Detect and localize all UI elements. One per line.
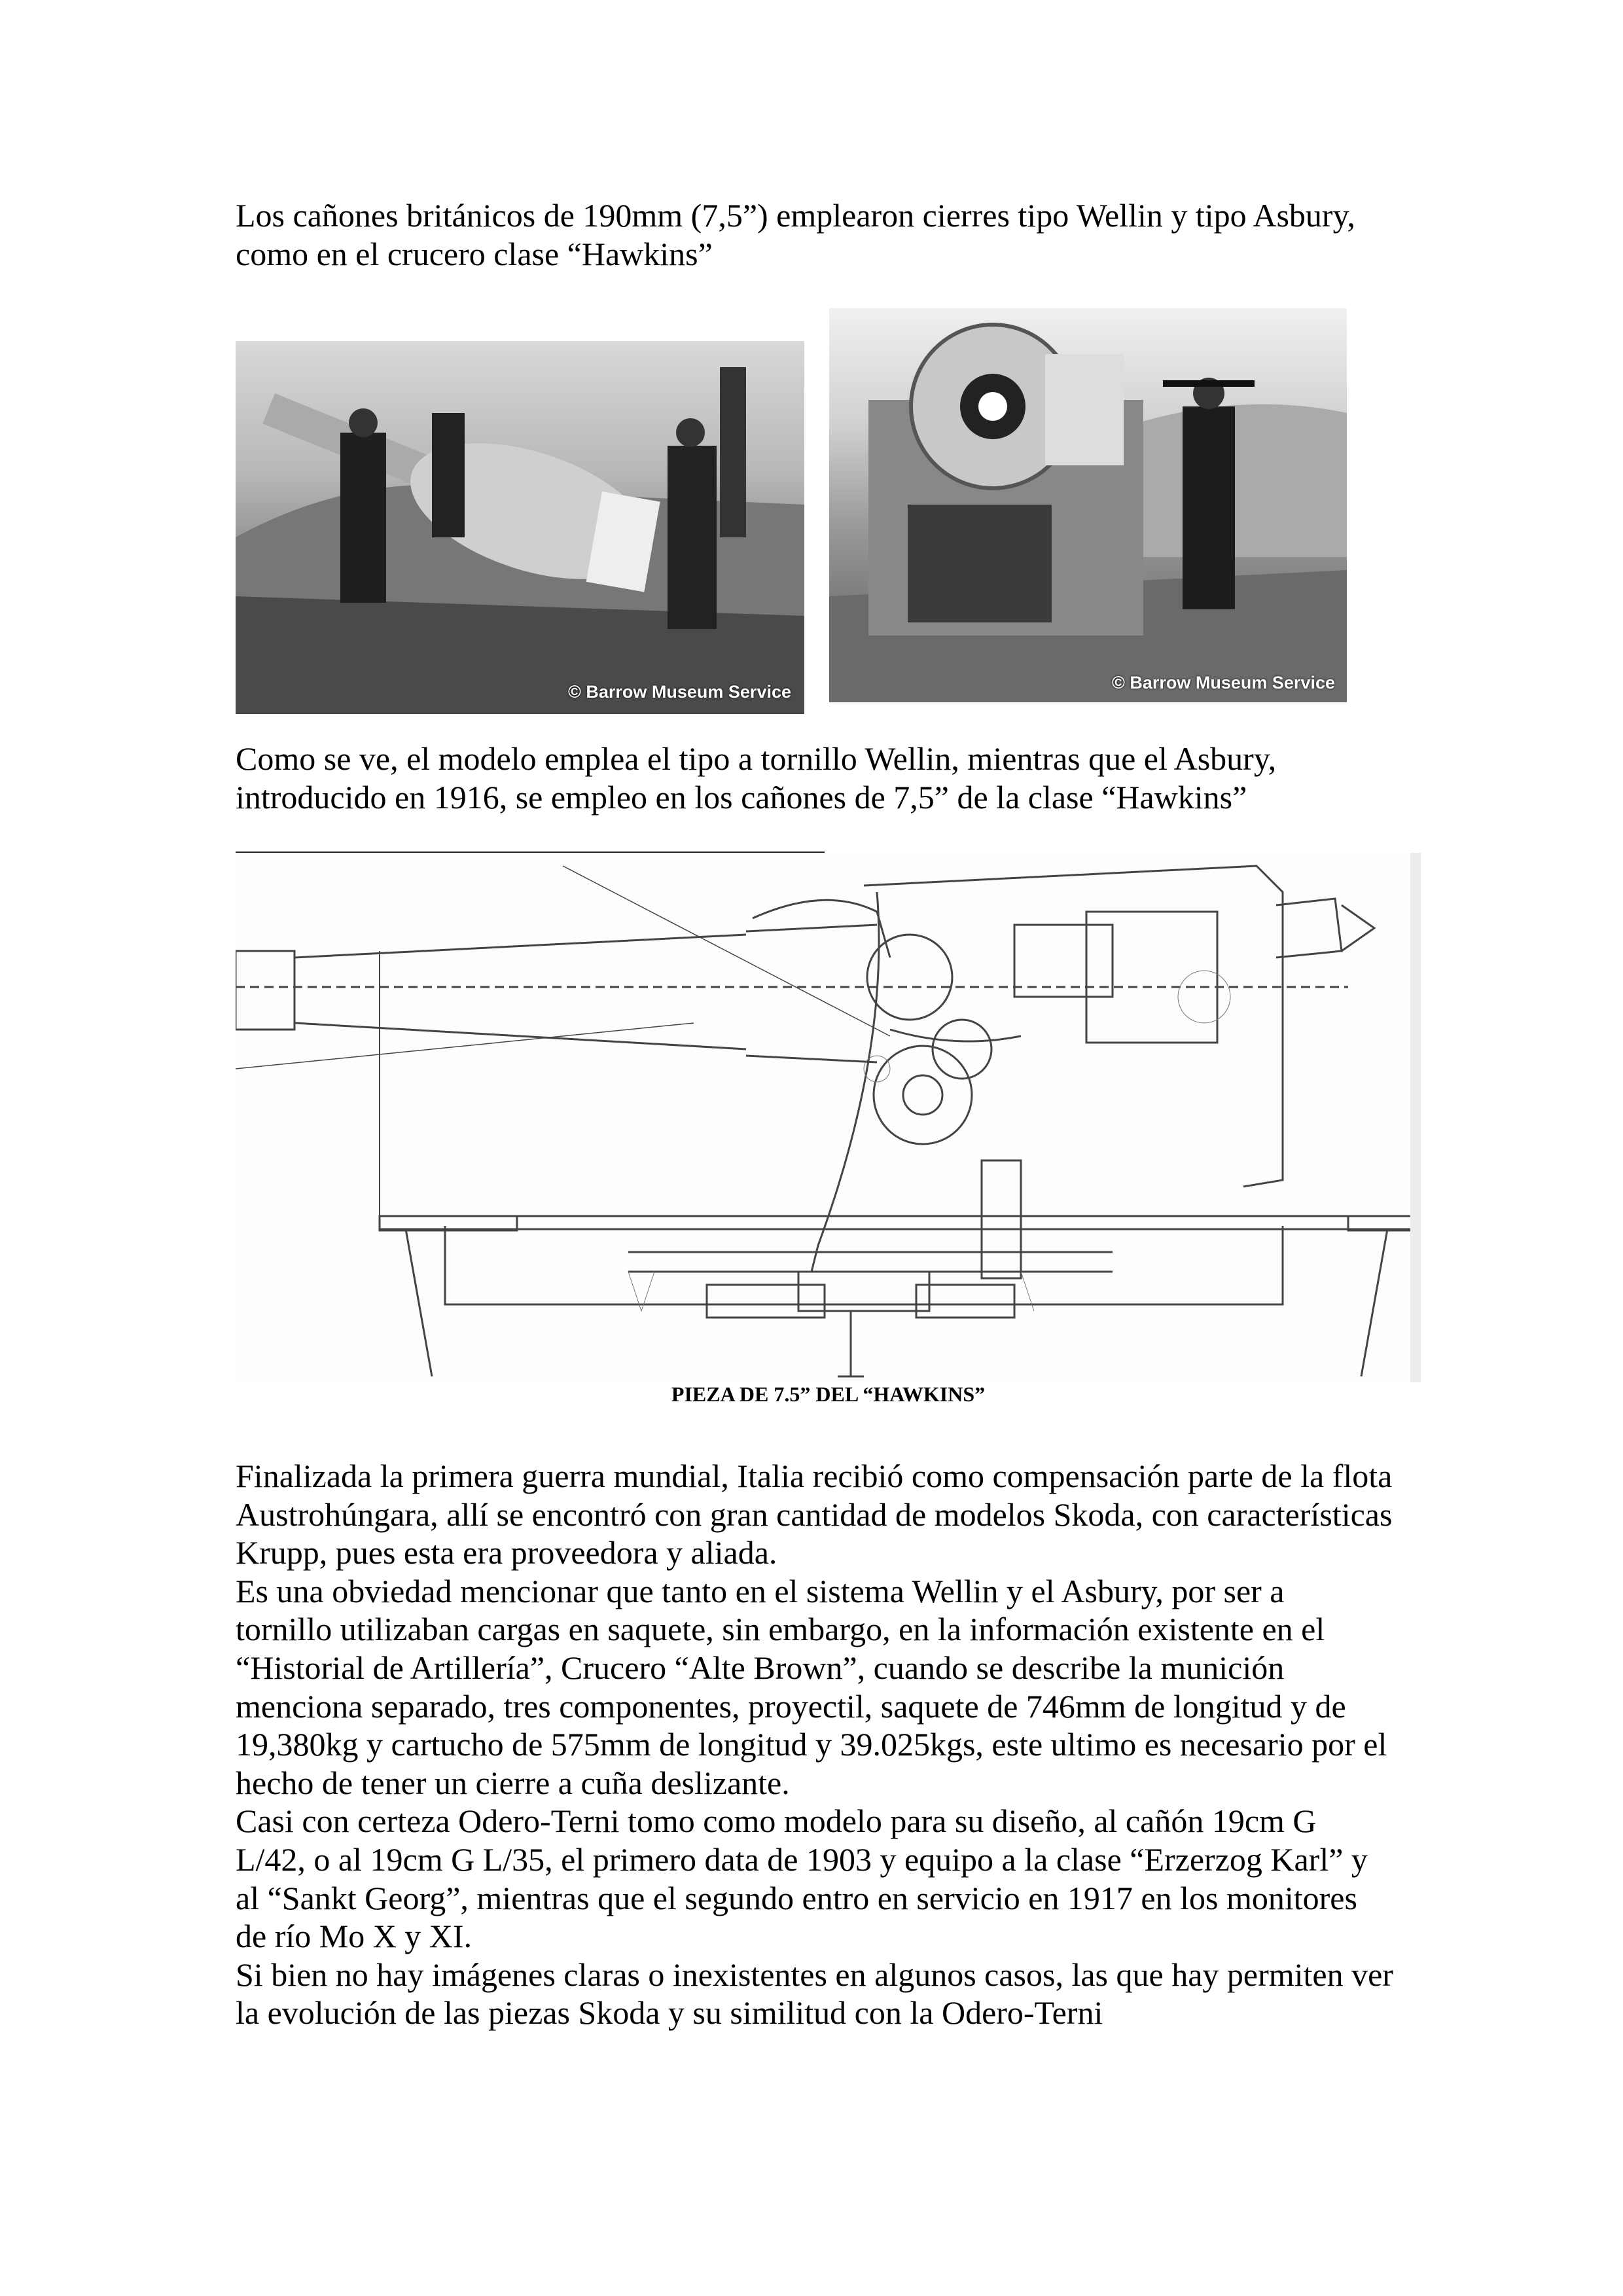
third-paragraph: Finalizada la primera guerra mundial, Italia recibió como compensación parte de la flota Austrohúngara, allí se encontró con gran cantidad de modelos Skoda, con características Krupp, pues esta era proveedora y aliada. Es una obviedad mencionar que tanto en el sistema Wellin y el Asbury, por ser a tornillo utilizaban cargas en saquete, sin embargo, en la información existente en el “Historial de Artillería”, Crucero “Alte Brown”, cuando se describe la munición menciona separado, tres componentes, proyectil, saquete de 746mm de longitud y de 19,380kg y cartucho de 575mm de longitud y 39.025kgs, este ultimo es necesario por el hecho de tener un cierre a cuña deslizante. Casi con certeza Odero-Terni tomo como modelo para su diseño, al cañón 19cm G L/42, o al 19cm G L/35, el primero data de 1903 y equipo a la clase “Erzerzog Karl” y al “Sankt Georg”, mientras que el segundo entro en servicio en 1917 en los monitores de río Mo X y XI. Si bien no hay imágenes claras o inexistentes en algunos casos, las que hay permiten ver la evolución de las piezas Skoda y su similitud con la Odero-Terni (236, 1458, 1393, 2032)
intro-paragraph: Los cañones británicos de 190mm (7,5”) emplearon cierres tipo Wellin y tipo Asbury, como en el crucero clase “Hawkins” (236, 197, 1355, 272)
gun-side-illustration (236, 341, 804, 714)
gun-breech-illustration (829, 308, 1347, 702)
gun-mount-technical-diagram (236, 853, 1421, 1382)
second-paragraph: Como se ve, el modelo emplea el tipo a tornillo Wellin, mientras que el Asbury, introducido en 1916, se empleo en los cañones de 7,5” de la clase “Hawkins” (236, 740, 1277, 816)
watermark-text: © Barrow Museum Service (567, 682, 791, 702)
watermark-text: © Barrow Museum Service (1111, 673, 1335, 692)
diagram-caption: PIEZA DE 7.5” DEL “HAWKINS” (671, 1382, 986, 1406)
photo-gun-side-view (236, 341, 804, 714)
photo-gun-breech-view (829, 308, 1347, 702)
